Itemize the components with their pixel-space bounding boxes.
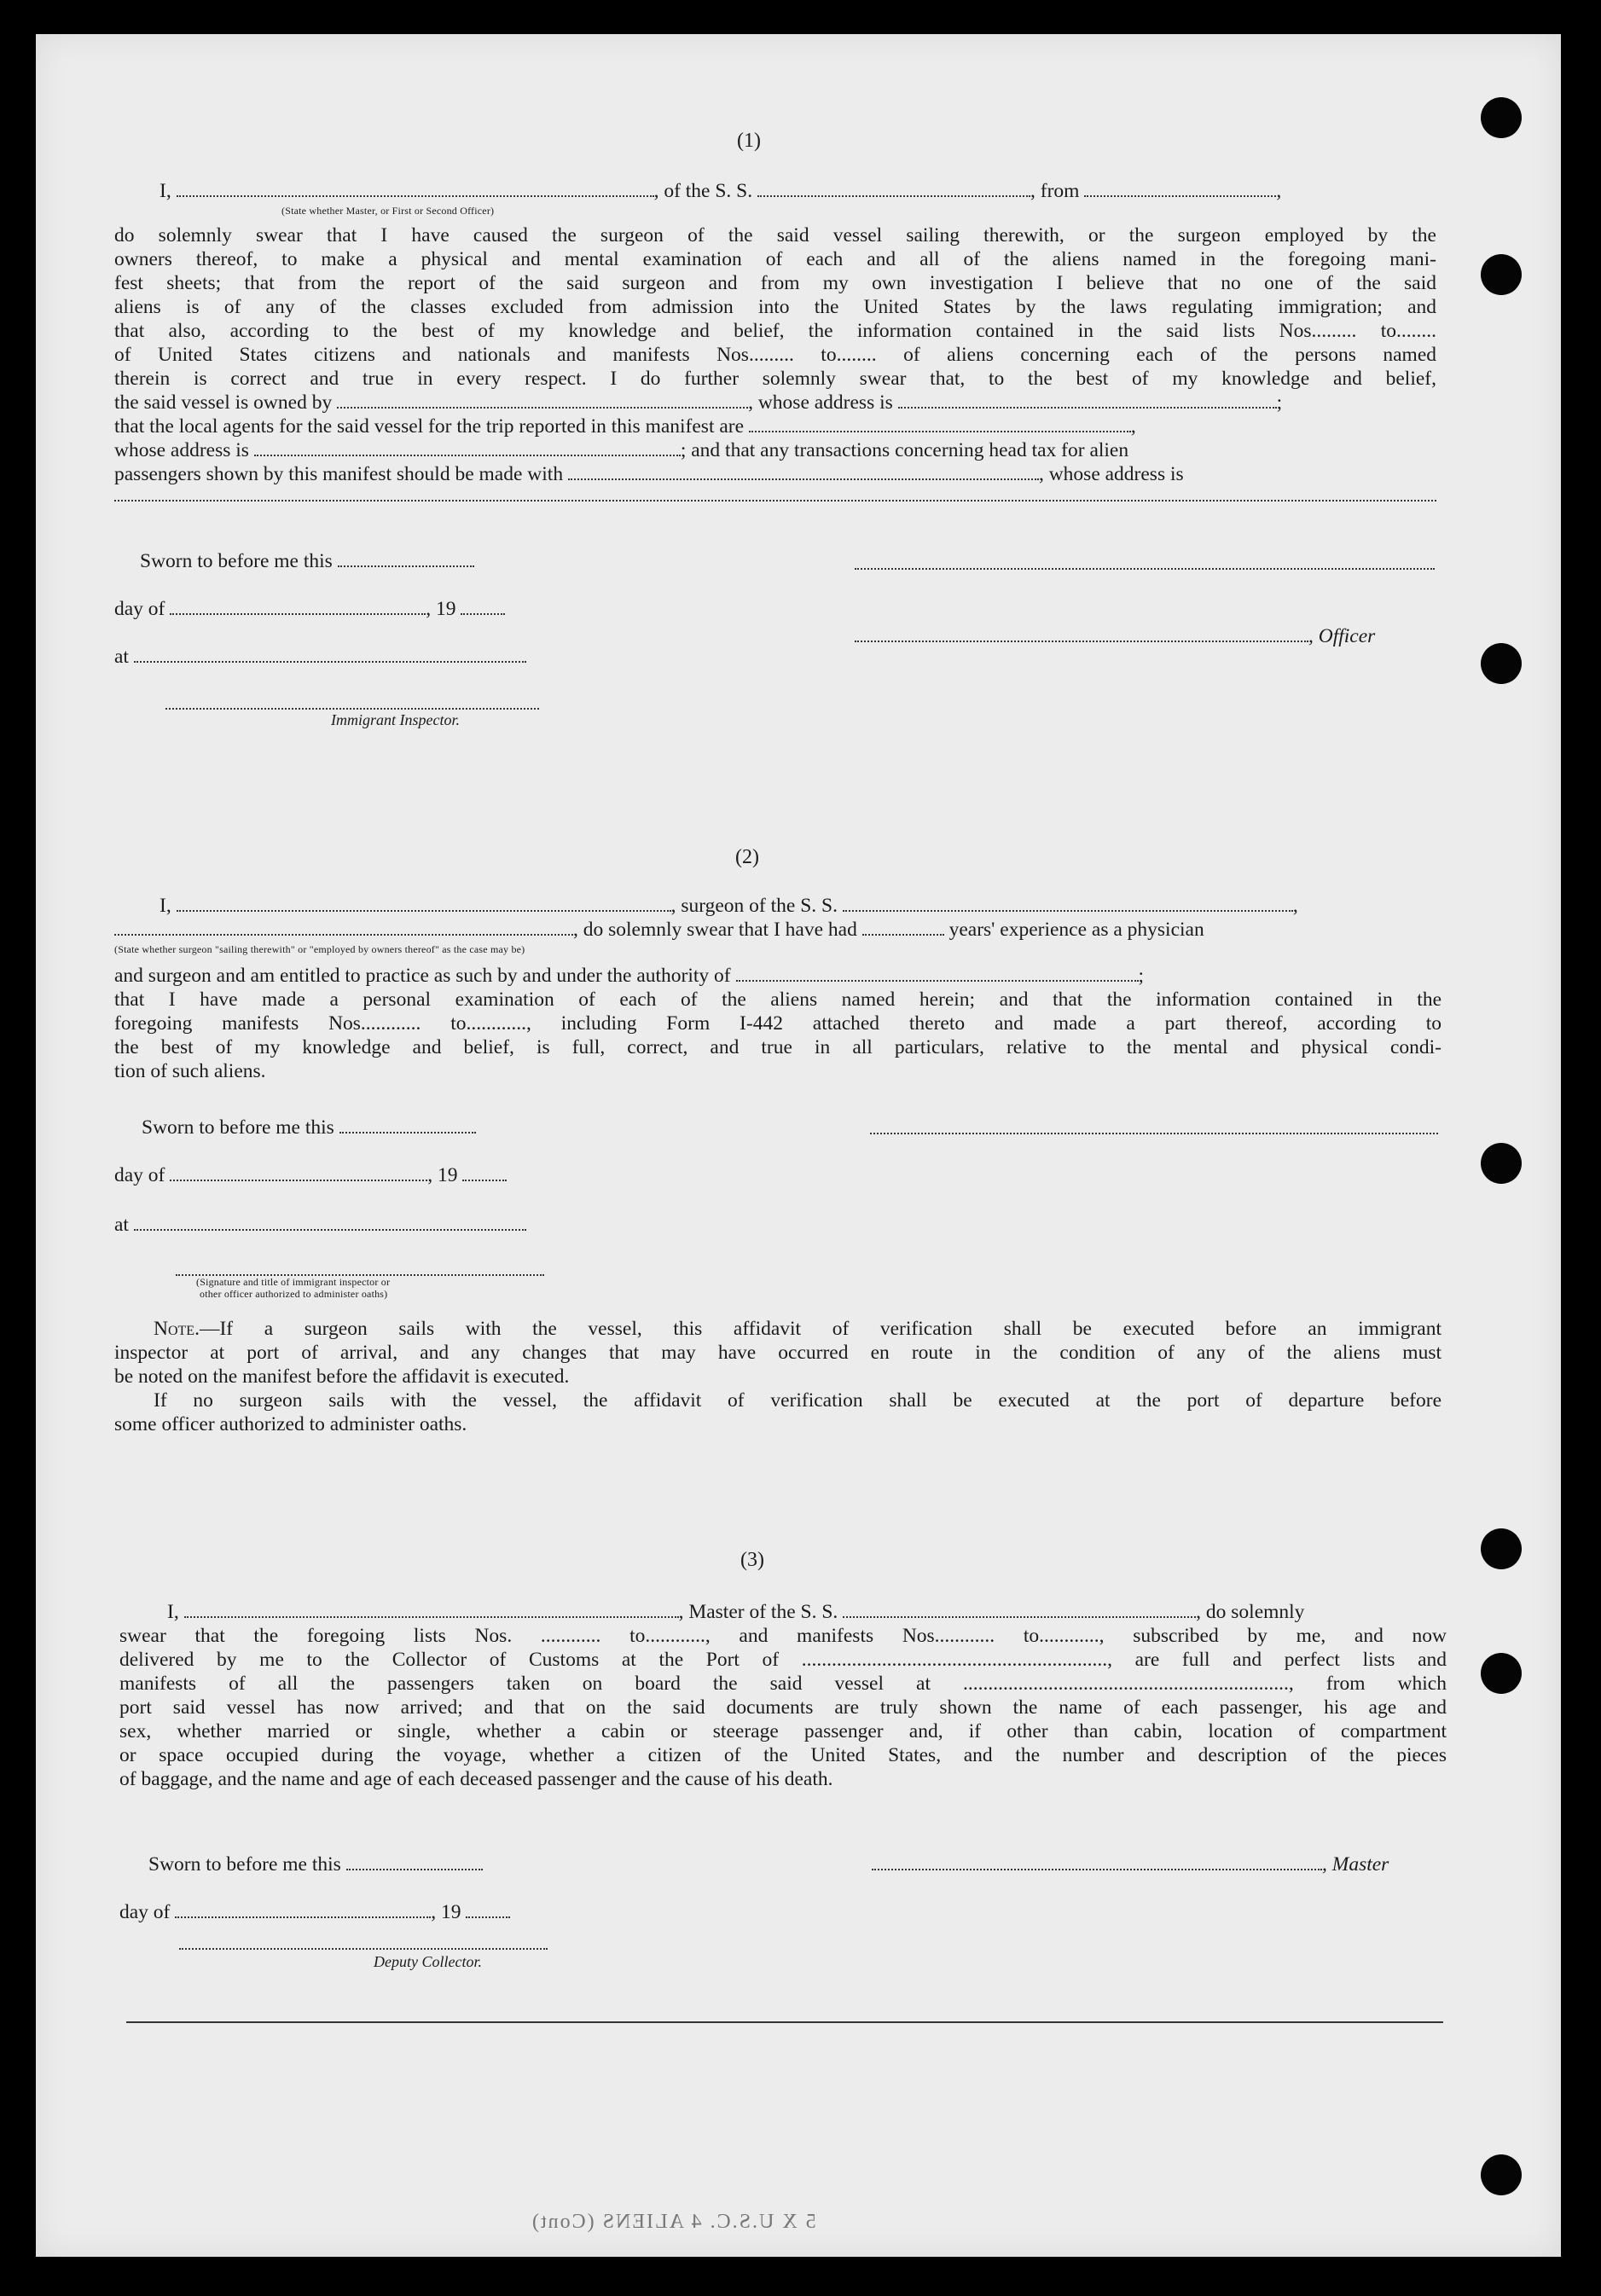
section-1-caption: (State whether Master, or First or Second Officer) [281,205,495,217]
section-3-day: day of , 19 [119,1900,510,1924]
vessel-name-field[interactable] [843,1601,1196,1618]
section-2-day: day of , 19 [114,1163,507,1187]
sig-caption-1: (Signature and title of immigrant inspector or [196,1276,391,1288]
binder-hole [1481,2154,1522,2195]
master-signature-field[interactable] [872,1853,1322,1870]
document-page [36,34,1561,2257]
binder-hole [1481,1528,1522,1569]
agents-field[interactable] [749,415,1131,432]
master-name-field[interactable] [184,1601,679,1618]
immigrant-inspector-caption: Immigrant Inspector. [331,711,460,728]
whose-address-line: whose address is ; and that any transactions concerning head tax for alien [114,439,1129,461]
day-field[interactable] [170,1164,427,1181]
owner-address-field[interactable] [898,391,1277,409]
section-1-number: (1) [737,130,761,152]
owner-field[interactable] [337,391,748,409]
section-2-line-3: and surgeon and am entitled to practice as such by and under the authority of ; [114,965,1145,987]
surgeon-signature-field[interactable] [870,1129,1438,1134]
section-2-number: (2) [735,846,759,868]
surgeon-vessel-field[interactable] [843,895,1293,912]
section-3-line-1: I, , Master of the S. S. , do solemnly [167,1601,1305,1623]
section-3-master: , Master [872,1852,1389,1876]
section-3-sworn: Sworn to before me this [148,1852,483,1876]
mirrored-footer-text: 5 X U.S.C. 4 ALIENS (Cont) [531,2211,816,2233]
binder-hole [1481,1143,1522,1184]
surgeon-name-field[interactable] [177,895,671,912]
year-field[interactable] [461,598,505,615]
years-experience-field[interactable] [862,919,944,936]
authority-field[interactable] [736,965,1139,982]
section-1-officer: , Officer [855,624,1375,648]
bottom-rule [126,2021,1443,2023]
sworn-date-field[interactable] [339,1116,476,1134]
passengers-line: passengers shown by this manifest should be made with , whose address is [114,463,1184,485]
year-field[interactable] [462,1164,507,1181]
inspector-signature-field[interactable] [165,704,539,710]
section-3-paragraph: swear that the foregoing lists Nos. ............ to............, and manifests Nos............ to............, subscribed by me, and now delivered by me to the Collector of Customs at the Port of ............................................................., are full and perfect lists and manifests of all the passengers taken on board the said vessel at ................................................................., from which port said vessel has now arrived; and that on the said documents are truly shown the name of each passenger, his age and sex, whether married or single, whether a cabin or steerage passenger and, if other than cabin, location of compartment or space occupied during the voyage, whether a citizen of the United States, and the number and description of the pieces of baggage, and the name and age of each deceased passenger and the cause of his death. [119,1625,1447,1790]
section-2-line-2: , do solemnly swear that I have had years' experience as a physician [114,918,1204,942]
binder-hole [1481,1653,1522,1694]
section-1-signature-field[interactable] [855,565,1435,570]
section-1-paragraph: do solemnly swear that I have caused the surgeon of the said vessel sailing therewith, or the surgeon employed by the owners thereof, to make a physical and mental examination of each and all of the aliens named in the foregoing mani- fest sheets; that from the report of the said surgeon and from my own investigation I believe that no one of the said aliens is of any of the classes excluded from admission into the United States by the laws regulating immigration; and that also, according to the best of my knowledge and belief, the information contained in the said lists Nos......... to........ of United States citizens and nationals and manifests Nos......... to........ of aliens concerning each of the persons named therein is correct and true in every respect. I do further solemnly swear that, to the best of my knowledge and belief, [114,224,1436,390]
binder-hole [1481,643,1522,684]
at-field[interactable] [134,1214,526,1231]
section-1-day: day of , 19 [114,597,505,621]
collector-signature-field[interactable] [179,1945,548,1950]
section-2-paragraph: that I have made a personal examination of each of the aliens named herein; and that the information contained in the foregoing manifests Nos............ to............, including Form I-442 attached thereto and made a part thereof, according to the best of my knowledge and belief, is full, correct, and true in all particulars, relative to the mental and physical condi- tion of such aliens. [114,989,1441,1082]
sworn-date-field[interactable] [338,550,474,567]
officer-field[interactable] [855,625,1308,642]
day-field[interactable] [175,1901,431,1918]
section-1-at: at [114,645,526,669]
master-name-field[interactable] [177,180,654,197]
sig-caption-2: other officer authorized to administer oaths) [200,1288,388,1300]
at-field[interactable] [134,646,526,663]
year-field[interactable] [466,1901,510,1918]
surgeon-type-field[interactable] [114,919,573,936]
head-tax-party-field[interactable] [568,463,1039,480]
section-2-line-1: I, , surgeon of the S. S. , [160,895,1298,917]
head-tax-address-field[interactable] [114,496,1436,502]
agents-line: that the local agents for the said vessel for the trip reported in this manifest are , [114,415,1136,438]
section-2-sworn: Sworn to before me this [142,1116,476,1139]
owned-by-line: the said vessel is owned by , whose address is ; [114,391,1283,414]
deputy-collector-caption: Deputy Collector. [374,1953,482,1970]
from-port-field[interactable] [1084,180,1276,197]
section-1-sworn: Sworn to before me this [140,549,474,573]
vessel-name-field[interactable] [757,180,1030,197]
binder-hole [1481,254,1522,295]
note: Note.—If a surgeon sails with the vessel, this affidavit of verification shall be executed before an immigrant inspector at port of arrival, and any changes that may have occurred en route in the condition of any of the aliens must be noted on the manifest before the affidavit is executed. If no surgeon sails with the vessel, the affidavit of verification shall be executed at the port of departure before some officer authorized to administer oaths. [114,1318,1441,1435]
section-1-line-1: I, , of the S. S. , from , [160,180,1282,202]
section-2-at: at [114,1213,526,1237]
note-label: Note. [154,1318,200,1340]
section-2-caption: (State whether surgeon "sailing therewith" or "employed by owners thereof" as the case may be) [114,943,525,955]
day-field[interactable] [170,598,426,615]
sworn-date-field[interactable] [346,1853,483,1870]
binder-hole [1481,97,1522,138]
agents-address-field[interactable] [254,439,681,456]
section-3-number: (3) [740,1549,764,1571]
